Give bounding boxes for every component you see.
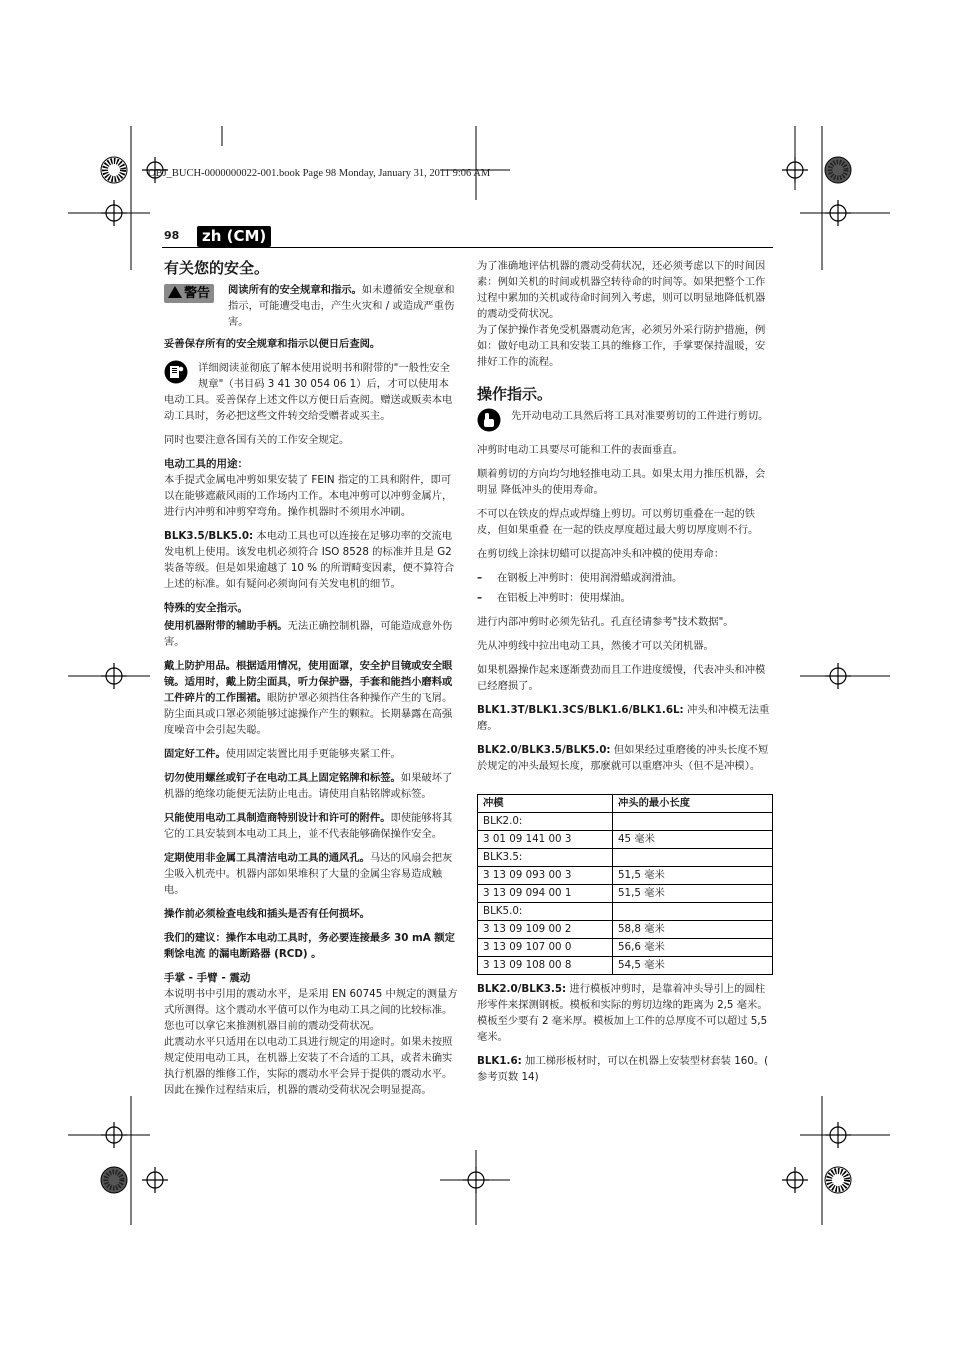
table-row: 3 13 09 094 00 1 51,5 毫米 xyxy=(478,885,773,903)
vents-paragraph: 定期使用非金属工具清洁电动工具的通风孔。马达的风扇会把灰尘吸入机壳中。机器内部如果堆积了大量的金属尘容易造成触电。 xyxy=(164,852,453,896)
warning-badge xyxy=(164,284,214,303)
vibration-title: 手掌 - 手臂 - 震动 xyxy=(164,972,251,984)
safety-title: 有关您的安全。 xyxy=(164,259,270,277)
blk-models-text: 本电动工具也可以连接在足够功率的交流电发电机上使用。该发电机必须符合 ISO 8528 的标准并且是 G2 装备等级。但是如果逾越了 10 % 的所谓畸变因素，便不算符合上述的标准。如有疑问必须询问有关发电机的细节。 xyxy=(164,530,455,590)
cutting-oil-text: 在剪切线上涂抹切蜡可以提高冲头和冲模的使用寿命： xyxy=(477,548,725,560)
switch-on-text: 先开动电动工具然后将工具对准要剪切的工件进行剪切。 xyxy=(511,410,769,422)
punch-length-table xyxy=(477,794,773,975)
blk2-paragraph: BLK2.0/BLK3.5/BLK5.0: 但如果经过重磨後的冲头长度不短於规定的冲头最短长度，那麽就可以重磨冲头（但不是冲模）。 xyxy=(477,744,769,772)
warning-label: 警告 xyxy=(184,286,211,301)
table-row: BLK3.5: xyxy=(478,849,773,867)
warning-text: 如未遵循安全规章和指示，可能遭受电击，产生火灾和 / 或造成严重伤害。 xyxy=(228,284,455,328)
keep-instructions: 妥善保存所有的安全规章和指示以便日后查阅。 xyxy=(164,338,381,350)
blk-models-paragraph xyxy=(164,528,458,592)
read-manual-paragraph xyxy=(164,360,458,424)
vibration-cont-1: 为了准确地评估机器的震动受荷状况，还必须考虑以下的时间因素：例如关机的时间或机器空转待命的时间等。如果把整个工作过程中累加的关机或待命时间列入考虑，则可以明显地降低机器的震动受荷状况。 xyxy=(477,260,766,320)
handle-paragraph: 使用机器附带的辅助手柄。无法正确控制机器，可能造成意外伤害。 xyxy=(164,620,453,648)
warning-text-bold: 阅读所有的安全规章和指示。 xyxy=(228,284,362,296)
uniform-feed-text: 顺着剪切的方向均匀地轻推电动工具。如果太用力推压机器，会明显 降低冲头的使用寿命。 xyxy=(477,468,766,496)
table-header-row xyxy=(478,795,773,813)
worn-sign-text: 如果机器操作起来逐渐费劲而且工作进度缓慢，代表冲头和冲模已经磨损了。 xyxy=(477,664,766,692)
pull-out-text: 先从冲剪线中拉出电动工具，然後才可以关闭机器。 xyxy=(477,640,714,652)
file-info-line: OBJ_BUCH-0000000022-001.book Page 98 Monday, January 31, 2011 9:06 AM xyxy=(148,168,491,179)
vibration-text-2: 此震动水平只适用在以电动工具进行规定的用途时。如果未按照规定使用电动工具，在机器上安装了不合适的工具，或者未确实执行机器的维修工作，实际的震动水平会异于提供的震动水平。因此在操作过程结束后，机器的震动受荷状况会明显提高。 xyxy=(164,1036,453,1096)
use-title: 电动工具的用途： xyxy=(164,458,248,470)
template-thickness: 模板至少要有 2 毫米厚。模板加上工件的总厚度不可以超过 5,5 毫米。 xyxy=(477,1015,768,1043)
read-manual-icon xyxy=(164,360,190,386)
rcd-text: 我们的建议：操作本电动工具时，务必要连接最多 30 mA 额定剩馀电流 的漏电断路器 (RCD) 。 xyxy=(164,932,455,960)
special-title: 特殊的安全指示。 xyxy=(164,602,248,614)
language-tag: zh (CM) xyxy=(197,226,271,247)
table-row: BLK5.0: xyxy=(478,903,773,921)
blk-models-bold: BLK3.5/BLK5.0: xyxy=(164,530,254,542)
warning-triangle-icon xyxy=(168,286,182,298)
table-row: 3 13 09 107 00 0 56,6 毫米 xyxy=(478,939,773,957)
page-number: 98 xyxy=(164,229,180,242)
table-header-die: 冲模 xyxy=(483,797,504,809)
blk16-paragraph: BLK1.6: 加工梯形板材时，可以在机器上安装型材套装 160。( 参考页数 14) xyxy=(477,1055,769,1083)
use-text: 本手提式金属电冲剪如果安装了 FEIN 指定的工具和附件，即可以在能够遮蔽风雨的工作场内工作。本电冲剪可以冲剪金属片，进行内冲剪和冲剪窄弯角。操作机器时不须用水冲刷。 xyxy=(164,474,453,518)
list-item-aluminium: – 在铝板上冲剪时：使用煤油。 xyxy=(477,592,631,604)
table-row: 3 13 09 093 00 3 51,5 毫米 xyxy=(478,867,773,885)
accessories-paragraph: 只能使用电动工具制造商特别设计和许可的附件。即使能够将其它的工具安装到本电动工具上，並不代表能够确保操作安全。 xyxy=(164,812,453,840)
left-column xyxy=(164,258,458,1106)
protective-paragraph: 戴上防护用品。根据适用情况，使用面罩，安全护目镜或安全眼镜。适用时，戴上防尘面具，听力保护器，手套和能挡小磨料或工件碎片的工作围裙。眼防护罩必须挡住各种操作产生的飞屑。防尘面具或口罩必须能够过滤操作产生的颗粒。长期暴露在高强度噪音中会引起失聪。 xyxy=(164,660,453,736)
table-row: 3 13 09 108 00 8 54,5 毫米 xyxy=(478,957,773,975)
check-cable: 操作前必须检查电线和插头是否有任何损坏。 xyxy=(164,908,370,920)
warning-block xyxy=(164,282,458,330)
table-row: BLK2.0: xyxy=(478,813,773,831)
perpendicular-text: 冲剪时电动工具要尽可能和工件的表面垂直。 xyxy=(477,444,683,456)
read-manual-text: 详细阅读並彻底了解本使用说明书和附带的"一般性安全规章"（书目码 3 41 30 054 06 1）后，才可以使用本电动工具。妥善保存上述文件以方便日后查阅。赠送或贩卖本电动工具时，务必把这些文件转交给受赠者或买主。 xyxy=(164,362,453,422)
table-header-min-length: 冲头的最小长度 xyxy=(618,797,691,809)
table-row: 3 01 09 141 00 3 45 毫米 xyxy=(478,831,773,849)
blk1-paragraph: BLK1.3T/BLK1.3CS/BLK1.6/BLK1.6L: 冲头和冲模无法重磨。 xyxy=(477,704,770,732)
fix-paragraph: 固定好工件。使用固定装置比用手更能够夹紧工件。 xyxy=(164,748,401,760)
vibration-text-1: 本说明书中引用的震动水平，是采用 EN 60745 中规定的测量方式所测得。这个震动水平值可以作为电动工具之间的比较标准。您也可以拿它来推测机器目前的震动受荷状况。 xyxy=(164,988,458,1032)
right-column xyxy=(477,258,773,1093)
header-rule xyxy=(162,247,773,248)
switch-on-paragraph xyxy=(477,408,773,434)
hand-operation-icon xyxy=(477,408,503,434)
no-weld-text: 不可以在铁皮的焊点或焊缝上剪切。可以剪切重叠在一起的铁皮，但如果重叠 在一起的铁皮厚度超过最大剪切厚度则不行。 xyxy=(477,508,759,536)
vibration-cont-2: 为了保护操作者免受机器震动危害，必须另外采行防护措施，例如：做好电动工具和安装工具的维修工作，手掌要保持温暖，安排好工作的流程。 xyxy=(477,324,766,368)
national-rules: 同时也要注意各国有关的工作安全规定。 xyxy=(164,434,350,446)
operation-title: 操作指示。 xyxy=(477,385,553,403)
screws-paragraph: 切勿使用螺丝或钉子在电动工具上固定铭牌和标签。如果破坏了机器的绝缘功能便无法防止电击。请使用自粘铭牌或标签。 xyxy=(164,772,453,800)
template-paragraph: BLK2.0/BLK3.5: 进行模板冲剪时，是靠着冲头导引上的圆柱形零件来探测钢板。模板和实际的剪切边缘的距离为 2,5 毫米。 xyxy=(477,983,768,1011)
inner-cut-text: 进行内部冲剪时必须先钻孔。孔直径请参考"技术数据"。 xyxy=(477,616,734,628)
list-item-steel: – 在钢板上冲剪时：使用润滑蜡或润滑油。 xyxy=(477,572,683,584)
table-row: 3 13 09 109 00 2 58,8 毫米 xyxy=(478,921,773,939)
